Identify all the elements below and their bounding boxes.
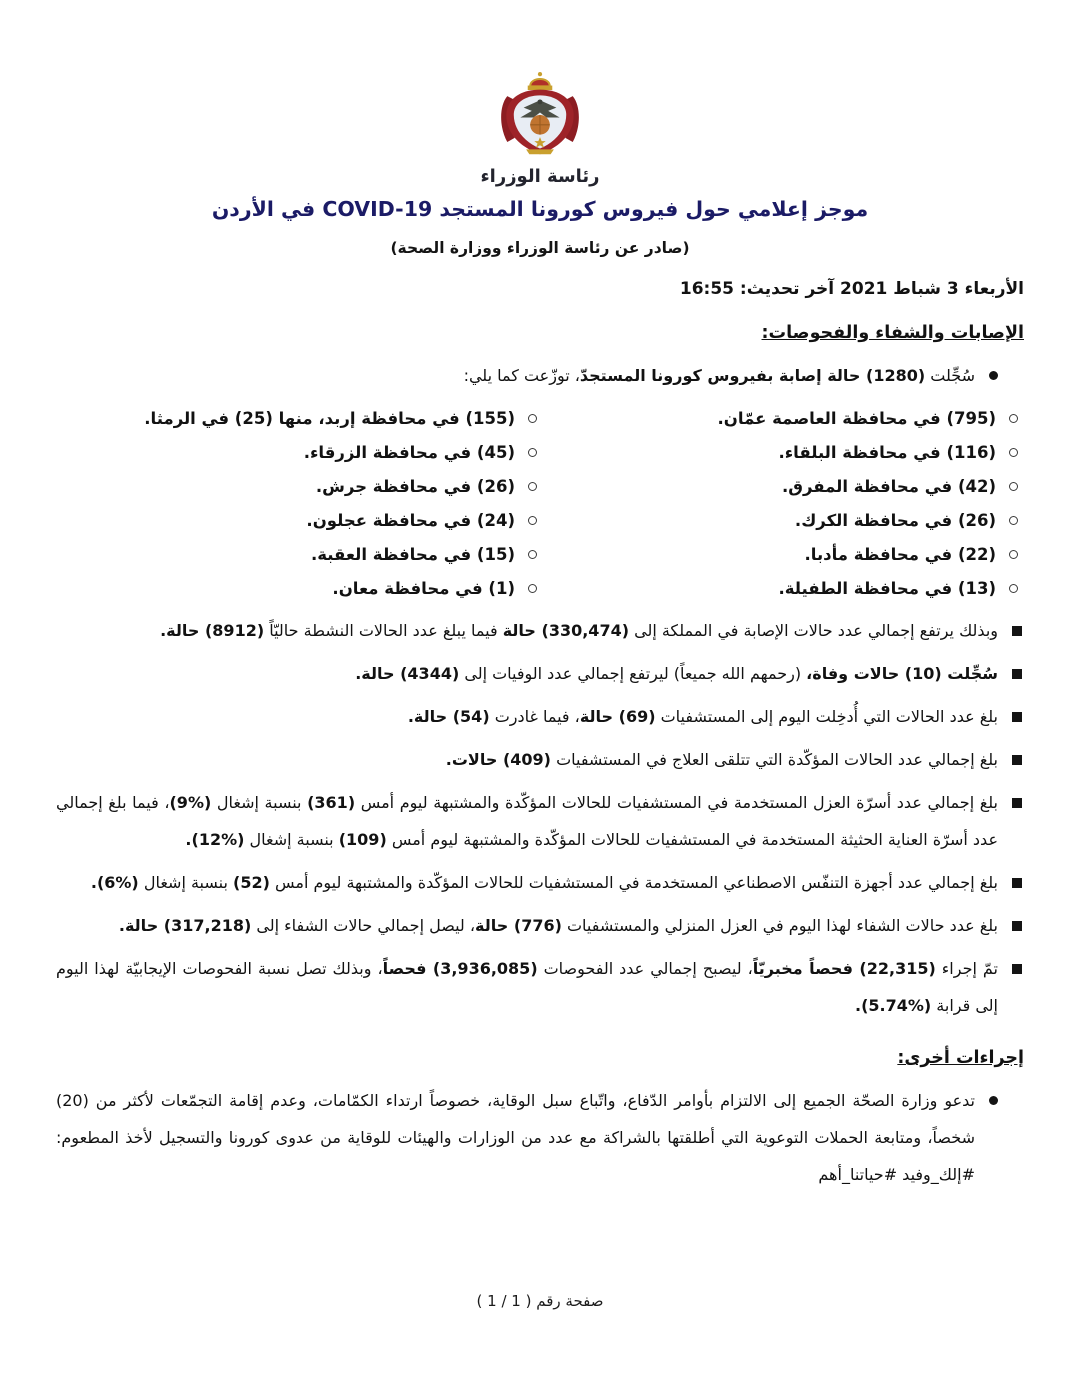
governorate-item-mafraq: (42) في محافظة المفرق. [537, 470, 1018, 504]
stat-row-total-cases [56, 612, 1024, 649]
circle-bullet-icon [1009, 448, 1018, 457]
governorates-grid [56, 402, 1024, 606]
circle-bullet-icon [528, 482, 537, 491]
square-bullet-icon [1012, 921, 1022, 931]
square-bullet-icon [1012, 878, 1022, 888]
section-heading-cases: الإصابات والشفاء والفحوصات: [761, 323, 1024, 343]
stat-paragraph: سُجِّلت (10) حالات وفاة، (رحمهم الله جميعاً) ليرتفع إجمالي عدد الوفيات إلى (4344) حالة. [355, 664, 998, 683]
section-heading-other-measures: إجراءات أخرى: [897, 1048, 1024, 1068]
governorate-item-maan: (1) في محافظة معان. [56, 572, 537, 606]
square-bullet-icon [1012, 626, 1022, 636]
governorate-item-tafileh: (13) في محافظة الطفيلة. [537, 572, 1018, 606]
stat-paragraph: بلغ إجمالي عدد أجهزة التنفّس الاصطناعي المستخدمة في المستشفيات للحالات المؤكّدة والمشتبهة ليوم أمس (52) بنسبة إشغال (%6). [90, 873, 998, 892]
disc-bullet-icon [989, 1096, 998, 1105]
circle-bullet-icon [528, 550, 537, 559]
square-bullet-icon [1012, 798, 1022, 808]
stat-paragraph: بلغ إجمالي عدد أسرّة العزل المستخدمة في المستشفيات للحالات المؤكّدة والمشتبهة ليوم أمس (361) بنسبة إشغال (%9)، فيما بلغ إجمالي عدد أسرّة العناية الحثيثة المستخدمة في المستشفيات للحالات المؤكّدة والمشتبهة ليوم أمس (109) بنسبة إشغال (%12). [56, 793, 998, 849]
circle-bullet-icon [528, 414, 537, 423]
square-bullet-icon [1012, 669, 1022, 679]
governorate-item-karak: (26) في محافظة الكرك. [537, 504, 1018, 538]
governorate-item-balqa: (116) في محافظة البلقاء. [537, 436, 1018, 470]
stat-paragraph: وبذلك يرتفع إجمالي عدد حالات الإصابة في المملكة إلى (330,474) حالة فيما يبلغ عدد الحالات النشطة حاليّاً (8912) حالة. [160, 621, 998, 640]
stats-list [56, 612, 1024, 1024]
circle-bullet-icon [1009, 516, 1018, 525]
logo-caption: رئاسة الوزراء [480, 166, 600, 187]
stat-row-tests [56, 950, 1024, 1024]
stat-row-hospital-treatment [56, 741, 1024, 778]
intro-bullet-row [56, 357, 1024, 394]
page-footer: صفحة رقم ( 1 / 1 ) [476, 1292, 604, 1310]
governorate-item-jerash: (26) في محافظة جرش. [56, 470, 537, 504]
stat-row-isolation-beds [56, 784, 1024, 858]
document-subtitle: (صادر عن رئاسة الوزراء ووزارة الصحة) [390, 239, 690, 257]
intro-paragraph: سُجِّلت (1280) حالة إصابة بفيروس كورونا المستجدّ، توزّعت كما يلي: [463, 366, 975, 385]
governorate-item-zarqa: (45) في محافظة الزرقاء. [56, 436, 537, 470]
governorate-item-madaba: (22) في محافظة مأدبا. [537, 538, 1018, 572]
stat-row-recoveries [56, 907, 1024, 944]
governorates-column-left [56, 402, 537, 606]
jordan-coat-of-arms-icon [482, 70, 598, 160]
stat-paragraph: بلغ عدد الحالات التي أُدخِلت اليوم إلى المستشفيات (69) حالة، فيما غادرت (54) حالة. [407, 707, 998, 726]
stat-row-ventilators [56, 864, 1024, 901]
header-logo [56, 70, 1024, 187]
circle-bullet-icon [1009, 550, 1018, 559]
square-bullet-icon [1012, 755, 1022, 765]
other-measures-bullet-row [56, 1082, 1024, 1193]
circle-bullet-icon [1009, 482, 1018, 491]
governorates-column-right [537, 402, 1018, 606]
stat-paragraph: تمّ إجراء (22,315) فحصاً مخبريّاً، ليصبح إجمالي عدد الفحوصات (3,936,085) فحصاً، وبذلك تصل نسبة الفحوصات الإيجابيّة لهذا اليوم إلى قرابة (%5.74). [56, 959, 999, 1015]
stat-row-hospital-admissions [56, 698, 1024, 735]
circle-bullet-icon [1009, 414, 1018, 423]
circle-bullet-icon [1009, 584, 1018, 593]
date-line: الأربعاء 3 شباط 2021 آخر تحديث: 16:55 [679, 279, 1024, 299]
governorate-item-amman: (795) في محافظة العاصمة عمّان. [537, 402, 1018, 436]
document-title: موجز إعلامي حول فيروس كورونا المستجد COVID-19 في الأردن [211, 197, 869, 221]
circle-bullet-icon [528, 448, 537, 457]
square-bullet-icon [1012, 964, 1022, 974]
disc-bullet-icon [989, 371, 998, 380]
governorate-item-aqaba: (15) في محافظة العقبة. [56, 538, 537, 572]
governorate-item-ajloun: (24) في محافظة عجلون. [56, 504, 537, 538]
circle-bullet-icon [528, 516, 537, 525]
stat-paragraph: بلغ إجمالي عدد الحالات المؤكّدة التي تتلقى العلاج في المستشفيات (409) حالات. [445, 750, 998, 769]
other-measures-paragraph: تدعو وزارة الصحّة الجميع إلى الالتزام بأوامر الدّفاع، واتّباع سبل الوقاية، خصوصاً ارتداء الكمّامات، وعدم إقامة التجمّعات لأكثر من (20) شخصاً، ومتابعة الحملات التوعوية التي أطلقتها بالشراكة مع عدد من الوزارات والهيئات للوقاية من عدوى كورونا والتسجيل لأخذ المطعوم: #إلك_وفيد #حياتنا_أهم [56, 1091, 975, 1184]
stat-paragraph: بلغ عدد حالات الشفاء لهذا اليوم في العزل المنزلي والمستشفيات (776) حالة، ليصل إجمالي حالات الشفاء إلى (317,218) حالة. [118, 916, 998, 935]
stat-row-deaths [56, 655, 1024, 692]
circle-bullet-icon [528, 584, 537, 593]
square-bullet-icon [1012, 712, 1022, 722]
governorate-item-irbid: (155) في محافظة إربد، منها (25) في الرمثا. [56, 402, 537, 436]
